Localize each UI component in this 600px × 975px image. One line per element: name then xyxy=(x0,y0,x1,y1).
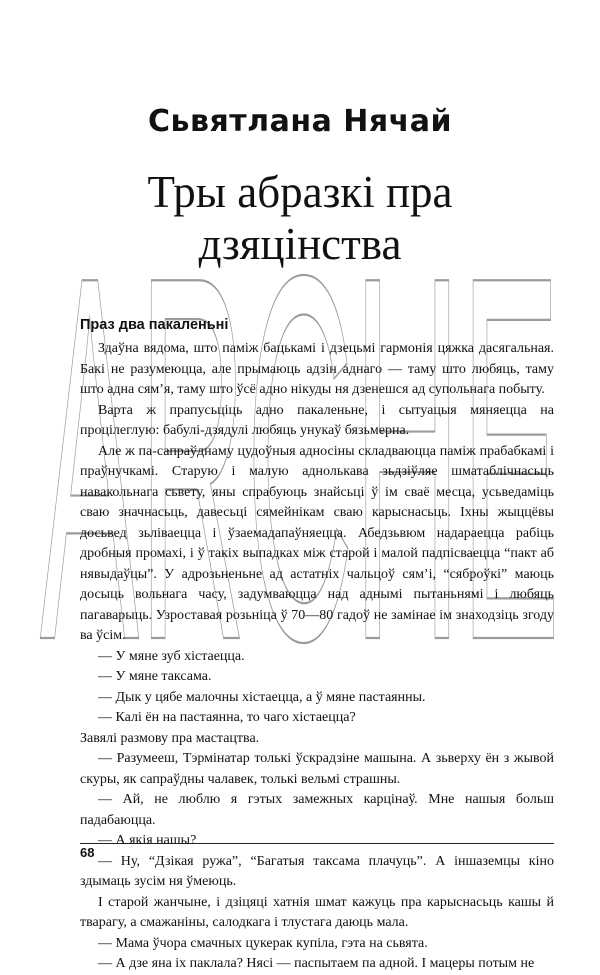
body-paragraph: — У мяне зуб хістаецца. xyxy=(98,648,245,664)
body-paragraph: — Разумееш, Тэрмінатар толькі ўскрадзіне машына. А зьверху ён з жывой скуры, як сапраўдны чалавек, толькі вельмі страшны. xyxy=(80,751,554,787)
body-paragraph: — Ну, “Дзікая ружа”, “Багатыя таксама плачуць”. А іншаземцы кіно здымаць зусім ня ўмеюць. xyxy=(80,853,554,889)
title-line-1: Тры абразкі пра xyxy=(147,167,453,217)
body-paragraph: Але ж па-сапраўднаму цудоўныя адносіны складваюцца паміж прабабкамі і праўнучкамі. Старую і малую аднолькава зьдзіўляе шматаблічнасьць навакольнага сьвету, яны спрабуюць знайсьці ў ім сваё месца, усьведаміць сваю значнасьць, давесьці сямейнікам сваю карыснасьць. Іхны жыццёвы досьвед зьліваецца і ўзаемадапаўняецца. Абедзьвюм надараецца рабіць дробныя промахі, і ў такіх выпадках між старой і малой падпісваецца “пакт аб нявыдаўцы”. У адрозьненьне ад астатніх чальцоў сям’і, “сяброўкі” маюць досыць вольнага часу, задумваюцца над аднымі пытаньнямі і любяць пагаварыць. Узроставая розьніца ў 70—80 гадоў не замінае ім знаходзіць згоду ва ўсім. xyxy=(80,443,554,643)
body-paragraph: — Ай, не люблю я гэтых замежных карцінаў. Мне нашыя больш падабаюцца. xyxy=(80,792,554,828)
title-line-2: дзяцінства xyxy=(198,219,402,269)
body-paragraph: — У мяне таксама. xyxy=(98,669,212,684)
author-name: Сьвятлана Нячай xyxy=(148,104,452,139)
body-paragraph: І старой жанчыне, і дзіцяці хатнія шмат кажуць пра карыснасьць кашы й тварагу, а смажаніны, салодкага і тлустага даюць мала. xyxy=(80,894,554,930)
body-paragraph: — Дык у цябе малочны хістаецца, а ў мяне пастаянны. xyxy=(98,689,426,705)
watermark-letters: ARCHE xyxy=(40,240,560,660)
body-paragraph: — Калі ён на пастаянна, то чаго хістаецца? xyxy=(98,710,356,725)
article-body xyxy=(80,339,554,975)
section-heading: Праз два пакаленьні xyxy=(80,317,229,333)
page-number: 68 xyxy=(80,845,95,860)
footer-divider xyxy=(80,843,554,844)
body-paragraph: — А дзе яна іх паклала? Нясі — паспытаем па адной. І мацеры потым не xyxy=(98,956,535,971)
body-paragraph: — А якія нашы? xyxy=(98,833,197,848)
body-paragraph: Здаўна вядома, што паміж бацькамі і дзецьмі гармонія цяжка дасягальная. Бакі не разумеюцца, але прымаюць адзін аднаго — таму што любяць, таму што адна сям’я, таму што ўсё адно нікуды ня дзенешся ад супольнага побыту. xyxy=(80,341,554,397)
body-paragraph: Варта ж прапусьціць адно пакаленьне, і сытуацыя мяняецца на процілеглую: бабулі-дзядулі любяць унукаў бязьмерна. xyxy=(80,402,554,438)
body-paragraph: — Мама ўчора смачных цукерак купіла, гэта на сьвята. xyxy=(98,935,428,951)
body-paragraph: Завялі размову пра мастацтва. xyxy=(80,730,260,746)
article-title xyxy=(0,166,600,270)
